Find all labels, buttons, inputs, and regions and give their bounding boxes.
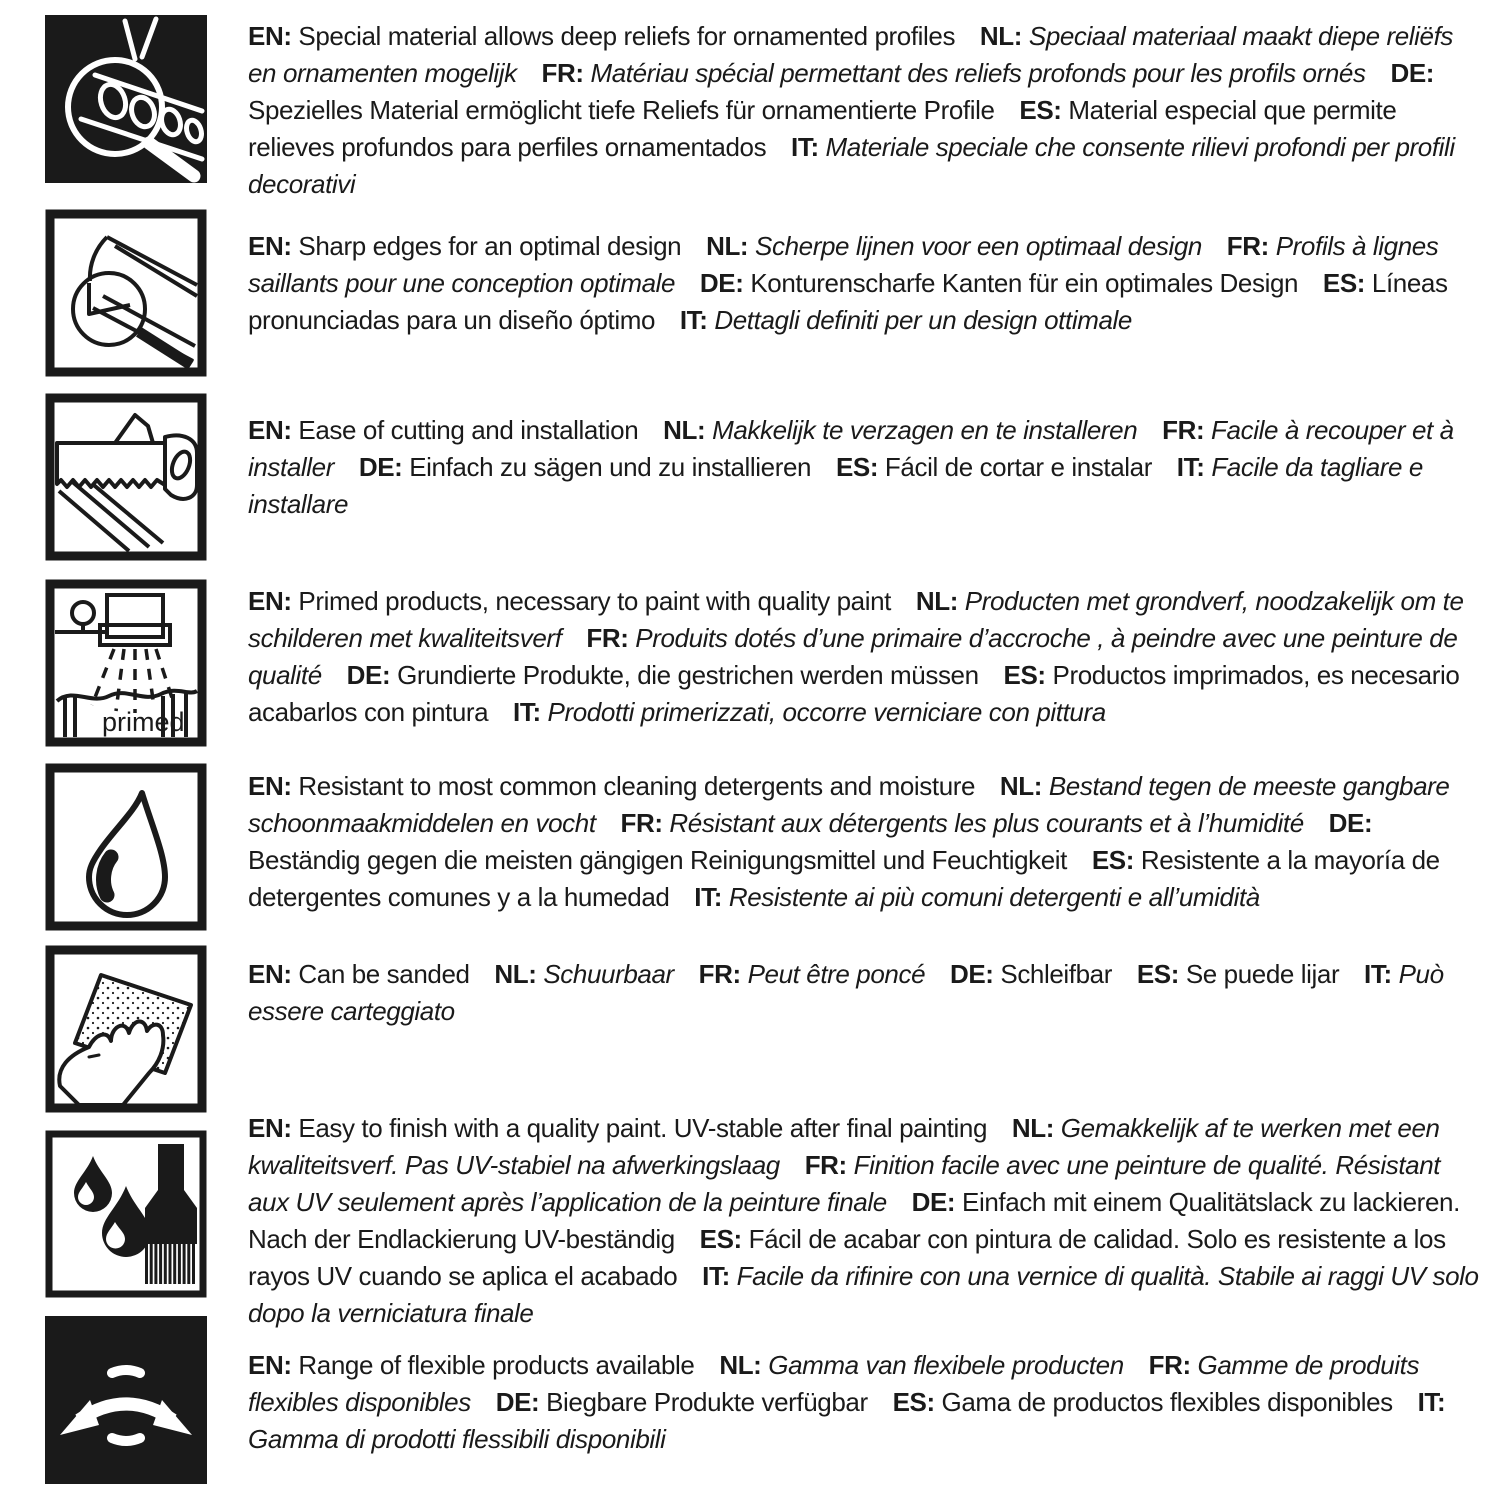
lang-text: Schleifbar: [1000, 959, 1112, 989]
lang-label: FR:: [1148, 1350, 1191, 1380]
lang-label: ES:: [699, 1224, 742, 1254]
lang-entry: [248, 21, 955, 51]
lang-text: Spezielles Material ermöglicht tiefe Reliefs für ornamentierte Profile: [248, 95, 995, 125]
lang-entry: [359, 452, 811, 482]
lang-text: Schuurbaar: [543, 959, 674, 989]
lang-label: ES:: [892, 1387, 935, 1417]
lang-text: Ease of cutting and installation: [298, 415, 639, 445]
lang-label: NL:: [494, 959, 537, 989]
lang-entry: [699, 959, 926, 989]
feature-description: [248, 228, 1486, 339]
primed-text: primed: [102, 707, 185, 737]
lang-label: NL:: [706, 231, 749, 261]
lang-text: Productos imprimados, es necesario acabarlos con pintura: [248, 660, 1460, 727]
lang-entry: [513, 697, 1106, 727]
lang-text: Gamma van flexibele producten: [768, 1350, 1124, 1380]
lang-text: Makkelijk te verzagen en te installeren: [712, 415, 1138, 445]
lang-label: NL:: [663, 415, 706, 445]
lang-entry: [719, 1350, 1123, 1380]
lang-label: EN:: [248, 231, 292, 261]
lang-label: NL:: [1011, 1113, 1054, 1143]
lang-entry: [248, 415, 638, 445]
lang-label: IT:: [1364, 959, 1392, 989]
lang-text: Profils à lignes saillants pour une conception optimale: [248, 231, 1439, 298]
lang-label: ES:: [1091, 845, 1134, 875]
lang-label: ES:: [1136, 959, 1179, 989]
lang-entry: [893, 1387, 1393, 1417]
lang-entry: [706, 231, 1202, 261]
ornament-relief-magnifier-icon: [45, 15, 207, 183]
lang-entry: [248, 959, 470, 989]
lang-text: Easy to finish with a quality paint. UV-stable after final painting: [298, 1113, 988, 1143]
lang-text: Einfach zu sägen und zu installieren: [409, 452, 812, 482]
lang-text: Facile da tagliare e installare: [248, 452, 1423, 519]
lang-label: NL:: [719, 1350, 762, 1380]
lang-entry: [836, 452, 1152, 482]
lang-label: IT:: [1417, 1387, 1446, 1417]
lang-label: ES:: [1003, 660, 1046, 690]
lang-text: Scherpe lijnen voor een optimaal design: [755, 231, 1202, 261]
lang-entry: [248, 771, 975, 801]
lang-text: Prodotti primerizzati, occorre verniciare con pittura: [547, 697, 1106, 727]
lang-text: Facile à recouper et à installer: [248, 415, 1454, 482]
lang-text: Résistant aux détergents les plus courants et à l’humidité: [669, 808, 1304, 838]
lang-label: FR:: [620, 808, 663, 838]
paint-brush-drops-icon: [45, 1130, 207, 1298]
feature-description: [248, 1110, 1486, 1332]
lang-entry: [496, 1387, 868, 1417]
lang-label: FR:: [804, 1150, 847, 1180]
lang-entry: [494, 959, 673, 989]
lang-label: NL:: [999, 771, 1043, 801]
lang-label: DE:: [1328, 808, 1373, 838]
lang-entry: [248, 1113, 987, 1143]
lang-text: Beständig gegen die meisten gängigen Reinigungsmittel und Feuchtigkeit: [248, 845, 1068, 875]
lang-text: Grundierte Produkte, die gestrichen werden müssen: [397, 660, 979, 690]
lang-entry: [950, 959, 1112, 989]
feature-description: [248, 1347, 1486, 1458]
lang-label: IT:: [694, 882, 722, 912]
lang-label: DE:: [346, 660, 391, 690]
lang-text: Facile da rifinire con una vernice di qualità. Stabile ai raggi UV solo dopo la verniciatura finale: [248, 1261, 1479, 1328]
sanding-hand-icon: [45, 945, 207, 1113]
lang-entry: [1137, 959, 1339, 989]
lang-label: EN:: [248, 771, 292, 801]
lang-text: Produits dotés d’une primaire d’accroche , à peindre avec une peinture de qualité: [248, 623, 1458, 690]
lang-text: Dettagli definiti per un design ottimale: [714, 305, 1132, 335]
lang-text: Bestand tegen de meeste gangbare schoonmaakmiddelen en vocht: [248, 771, 1450, 838]
lang-entry: [248, 231, 681, 261]
lang-text: Gamme de produits flexibles disponibles: [248, 1350, 1420, 1417]
lang-entry: [694, 882, 1260, 912]
lang-label: EN:: [248, 586, 292, 616]
feature-description: [248, 583, 1486, 731]
lang-text: Can be sanded: [298, 959, 470, 989]
lang-text: Peut être poncé: [747, 959, 926, 989]
lang-text: Gamma di prodotti flessibili disponibili: [248, 1424, 666, 1454]
lang-text: Gama de productos flexibles disponibles: [941, 1387, 1393, 1417]
lang-text: Range of flexible products available: [298, 1350, 695, 1380]
lang-text: Materiale speciale che consente rilievi profondi per profili decorativi: [248, 132, 1455, 199]
moisture-resistant-drop-icon: [45, 763, 207, 931]
lang-label: NL:: [979, 21, 1023, 51]
lang-entry: [347, 660, 979, 690]
feature-description: [248, 768, 1486, 916]
lang-text: Resistant to most common cleaning detergents and moisture: [298, 771, 976, 801]
lang-text: Speciaal materiaal maakt diepe reliëfs en ornamenten mogelijk: [248, 21, 1454, 88]
lang-label: FR:: [541, 58, 584, 88]
lang-label: ES:: [1019, 95, 1062, 125]
lang-label: EN:: [248, 1350, 292, 1380]
lang-label: ES:: [1322, 268, 1366, 298]
feature-description: [248, 956, 1486, 1030]
lang-text: Resistente a la mayoría de detergentes comunes y a la humedad: [248, 845, 1440, 912]
lang-text: Líneas pronunciadas para un diseño óptimo: [248, 268, 1448, 335]
flexible-bend-arrow-icon: [45, 1316, 207, 1484]
lang-label: EN:: [248, 415, 292, 445]
lang-entry: [700, 268, 1298, 298]
lang-text: Special material allows deep reliefs for ornamented profiles: [298, 21, 956, 51]
lang-label: DE:: [1390, 58, 1435, 88]
lang-label: EN:: [248, 959, 292, 989]
lang-text: Può essere carteggiato: [248, 959, 1444, 1026]
lang-entry: [248, 586, 891, 616]
lang-label: ES:: [835, 452, 879, 482]
lang-label: FR:: [586, 623, 629, 653]
lang-entry: [680, 305, 1132, 335]
lang-text: Primed products, necessary to paint with quality paint: [298, 586, 892, 616]
sharp-edges-magnifier-icon: [45, 209, 207, 377]
lang-label: FR:: [698, 959, 741, 989]
lang-text: Se puede lijar: [1185, 959, 1340, 989]
lang-label: DE:: [358, 452, 403, 482]
lang-entry: [248, 1350, 694, 1380]
lang-entry: [542, 58, 1366, 88]
lang-label: IT:: [679, 305, 708, 335]
saw-cutting-icon: [45, 393, 207, 561]
lang-label: IT:: [702, 1261, 730, 1291]
lang-text: Matériau spécial permettant des reliefs profonds pour les profils ornés: [590, 58, 1366, 88]
lang-label: DE:: [699, 268, 744, 298]
lang-text: Producten met grondverf, noodzakelijk om te schilderen met kwaliteitsverf: [248, 586, 1464, 653]
lang-label: IT:: [791, 132, 819, 162]
lang-label: IT:: [513, 697, 541, 727]
lang-text: Fácil de cortar e instalar: [884, 452, 1152, 482]
primed-spray-icon: [45, 579, 207, 747]
lang-text: Material especial que permite relieves profundos para perfiles ornamentados: [248, 95, 1397, 162]
lang-text: Resistente ai più comuni detergenti e all’umidità: [728, 882, 1260, 912]
lang-label: FR:: [1226, 231, 1269, 261]
lang-label: FR:: [1162, 415, 1205, 445]
lang-text: Fácil de acabar con pintura de calidad. Solo es resistente a los rayos UV cuando se aplica el acabado: [248, 1224, 1446, 1291]
lang-label: EN:: [248, 1113, 292, 1143]
lang-entry: [663, 415, 1137, 445]
lang-label: EN:: [248, 21, 292, 51]
lang-text: Biegbare Produkte verfügbar: [546, 1387, 868, 1417]
lang-label: DE:: [495, 1387, 540, 1417]
lang-text: Finition facile avec une peinture de qualité. Résistant aux UV seulement après l’application de la peinture finale: [248, 1150, 1441, 1217]
lang-text: Sharp edges for an optimal design: [298, 231, 682, 261]
lang-label: DE:: [949, 959, 994, 989]
lang-text: Einfach mit einem Qualitätslack zu lackieren. Nach der Endlackierung UV-beständig: [248, 1187, 1460, 1254]
lang-label: DE:: [911, 1187, 956, 1217]
feature-description: [248, 412, 1486, 523]
lang-text: Gemakkelijk af te werken met een kwaliteitsverf. Pas UV-stabiel na afwerkingslaag: [248, 1113, 1440, 1180]
lang-text: Konturenscharfe Kanten für ein optimales Design: [750, 268, 1299, 298]
feature-description: [248, 18, 1486, 203]
lang-entry: [620, 808, 1303, 838]
lang-label: NL:: [915, 586, 958, 616]
lang-label: IT:: [1176, 452, 1205, 482]
